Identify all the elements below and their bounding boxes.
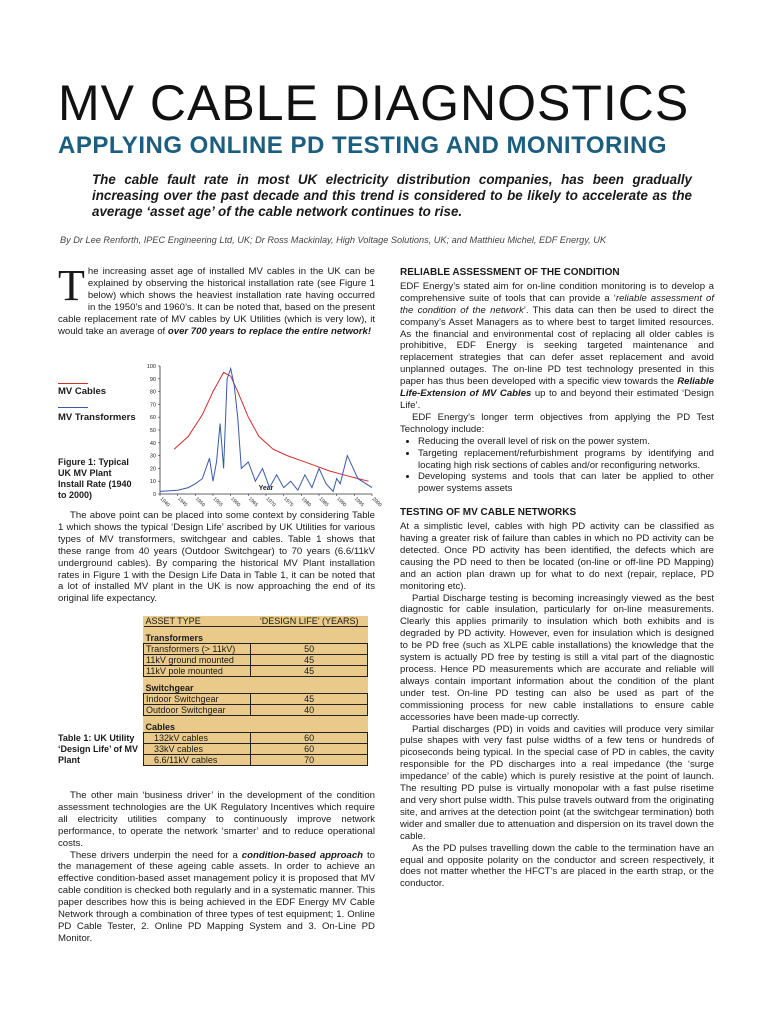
left-column-context: [58, 510, 375, 605]
table-row: 11kV ground mounted 45: [144, 655, 368, 666]
objectives-list: [400, 436, 714, 496]
pd-testing-paragraph: Partial Discharge testing is becoming increasingly viewed as the best diagnostic for cable insulation, particularly for on-line measurements. Clearly this applies primarily to insulation which both exhibits and is degraded by PD activity. However, even for insulation which is designed to be PD free (such as XLPE cable installations) the knowledge that the system is actually PD free by testing is still a vital part of the diagnostic process. Hence PD measurements which are accurate and reliable will always contain important information about the condition of the plant under test. On-line PD testing can also be used as part of the commissioning process for new cable installations to ensure cable accessories have been made-up correctly.: [400, 592, 714, 723]
context-paragraph: The above point can be placed into some context by considering Table 1 which shows the typical ‘Design Life’ ascribed by UK Utilities for various types of MV transformers, switchgear and cables. Table 1 shows that these range from 40 years (Outdoor Switchgear) to 70 years (6.6/11kV underground cables). By comparing the historical MV Plant installation rates in Figure 1 with the Design Life Data in Table 1, it can be noted that a lot of installed MV plant in the UK is now approaching the end of its original life expectancy.: [58, 510, 375, 605]
lead-paragraph: The cable fault rate in most UK electricity distribution companies, has been gradually increasing over the past decade and this trend is considered to be likely to accelerate as the average ‘asset age’ of the cable network continues to rise.: [92, 172, 692, 219]
intro-paragraph: The increasing asset age of installed MV cables in the UK can be explained by observing the historical installation rate (see Figure 1 below) which shows the heaviest installation rate having occurred in the 1950’s and 1960’s. It can be noted that, based on the present cable replacement rate of MV cables by UK Utilities (which is very low), it would take an average of over 700 years to replace the entire network!: [58, 261, 375, 337]
page-subtitle: APPLYING ONLINE PD TESTING AND MONITORING: [58, 132, 667, 159]
x-tick-label: 1950: [193, 496, 207, 509]
design-life-table: [143, 616, 368, 766]
list-item: • Developing systems and tools that can later be applied to other power systems assets: [418, 471, 714, 495]
x-tick-label: 1970: [264, 496, 277, 509]
legend-line-cables: [58, 383, 88, 384]
table-header-life: ‘DESIGN LIFE’ (YEARS): [251, 616, 368, 627]
y-tick-label: 40: [149, 440, 156, 447]
series-line-cables: [174, 372, 368, 481]
x-tick-label: 2000: [370, 496, 383, 509]
y-tick-label: 10: [149, 479, 156, 486]
list-item: • Targeting replacement/refurbishment programs by identifying and locating high risk sections of cables and/or reconfiguring networks.: [418, 448, 714, 472]
pd-voids-paragraph: Partial discharges (PD) in voids and cavities will produce very similar pulse shapes with very fast pulse widths of a few tens or hundreds of picoseconds being typical. In the special case of PD in cables, the cavity responsible for the PD discharges into a real impedance (the ‘surge impedance’ of the cable) which is purely resistive at the point of launch. The resulting PD pulse is virtually monopolar with a fast pulse risetime and very short pulse width. This pulse travels outward from the originating site, and arrives at the detection point (at the switchgear termination) both wider and smaller due to attenuation and dispersion on its travel down the cable.: [400, 723, 714, 842]
table-group-transformers: Transformers: [145, 633, 204, 643]
heading-reliable-assessment: RELIABLE ASSESSMENT OF THE CONDITION: [400, 267, 620, 278]
table-row: Transformers (> 11kV) 50: [144, 644, 368, 655]
x-tick-label: 1990: [335, 496, 348, 509]
drop-cap: T: [58, 261, 85, 310]
y-tick-label: 70: [149, 402, 156, 409]
intro-emphasis: over 700 years to replace the entire network!: [167, 325, 372, 337]
y-tick-label: 100: [146, 364, 156, 370]
y-tick-label: 0: [152, 492, 156, 498]
assessment-paragraph: EDF Energy’s stated aim for on-line condition monitoring is to develop a comprehensive suite of tools that can provide a ‘reliable assessment of the condition of the network’. This data can then be used to direct the company’s Asset Managers as to where best to target limited resources. As the financial and environmental cost of replacing all older cables is prohibitive, EDF Energy is seeking targeted maintenance and replacement strategies that can defer asset replacement and avoid unplanned outages. The on-line PD test technology presented in this paper has thus been developed with a specific view towards the Reliable Life-Extension of MV Cables up to and beyond their estimated ‘Design Life’.: [400, 280, 714, 411]
x-axis-label: Year: [258, 485, 274, 492]
pd-polarity-paragraph: As the PD pulses travelling down the cable to the termination have an equal and opposite polarity on the conductor and screen respectively, it does not matter whether the HFCT’s are placed in the earth strap, or the conductor.: [400, 842, 714, 890]
figure-caption: Figure 1: Typical UK MV Plant Install Rate (1940 to 2000): [58, 457, 132, 500]
y-tick-label: 50: [149, 428, 156, 434]
x-tick-label: 1980: [299, 496, 313, 509]
table-row: 132kV cables 60: [144, 733, 368, 744]
table-group-switchgear: Switchgear: [145, 683, 194, 693]
table-caption: Table 1: UK Utility ‘Design Life’ of MV Plant: [58, 733, 139, 765]
y-tick-label: 20: [149, 466, 156, 473]
install-rate-chart: [140, 362, 383, 510]
y-tick-label: 60: [149, 415, 156, 422]
right-column: [400, 267, 714, 890]
table-row: Outdoor Switchgear 40: [144, 705, 368, 716]
x-tick-label: 1985: [317, 496, 330, 509]
y-tick-label: 80: [149, 389, 156, 396]
heading-testing: TESTING OF MV CABLE NETWORKS: [400, 507, 577, 519]
x-tick-label: 1965: [246, 496, 260, 509]
objectives-paragraph: EDF Energy’s longer term objectives from applying the PD Test Technology include:: [400, 411, 714, 435]
y-tick-label: 90: [149, 376, 156, 383]
legend-transformers: MV Transformers: [58, 412, 136, 423]
x-tick-label: 1955: [211, 496, 224, 509]
table-row: Indoor Switchgear 45: [144, 694, 368, 705]
table-row: 6.6/11kV cables 70: [144, 755, 368, 766]
table-group-cables: Cables: [145, 722, 176, 732]
series-line-transformers: [160, 369, 372, 492]
x-tick-label: 1945: [176, 496, 189, 509]
table-header-asset: ASSET TYPE: [144, 616, 251, 627]
left-column-drivers: [58, 790, 375, 945]
left-column-intro: [58, 261, 375, 337]
legend-cables: MV Cables: [58, 386, 107, 397]
page-title: MV CABLE DIAGNOSTICS: [58, 75, 690, 131]
x-tick-label: 1940: [158, 496, 171, 509]
drivers-paragraph: The other main ‘business driver’ in the development of the condition assessment technologies are the UK Regulatory Incentives which require all electricity utilities company to continuously improve network performance, to operate the network ‘smarter’ and to reduce operational costs.: [58, 790, 375, 849]
byline: By Dr Lee Renforth, IPEC Engineering Ltd, UK; Dr Ross Mackinlay, High Voltage Solutions, UK; and Matthieu Michel, EDF Energy, UK: [60, 235, 607, 245]
table-row: 33kV cables 60: [144, 744, 368, 755]
testing-paragraph: At a simplistic level, cables with high PD activity can be classified as having a greater risk of failure than cables in which no PD activity can be detected. Once PD activity has been identified, the defects which are causing the PD need to then be located (on-line or off-line PD Mapping) and an action plan drawn up for what to do next (repair, replace, PD monitoring etc).: [400, 521, 714, 592]
y-tick-label: 30: [149, 453, 156, 460]
x-tick-label: 1960: [229, 496, 242, 509]
condition-paragraph: These drivers underpin the need for a condition-based approach to the management of these ageing cable assets. In order to achieve an effective condition-based asset management policy it is proposed that MV cable condition is checked both regularly and in a systematic manner. This paper describes how this is being achieved in the EDF Energy MV Cable Network through a combination of three types of test equipment; 1. Online PD Cable Tester, 2. Online PD Mapping System and 3. On-Line PD Monitor.: [58, 849, 375, 944]
x-tick-label: 1995: [352, 496, 366, 509]
table-row: 11kV pole mounted 45: [144, 666, 368, 677]
legend-line-transformers: [58, 407, 88, 408]
list-item: • Reducing the overall level of risk on the power system.: [418, 436, 714, 448]
x-tick-label: 1975: [282, 496, 295, 509]
